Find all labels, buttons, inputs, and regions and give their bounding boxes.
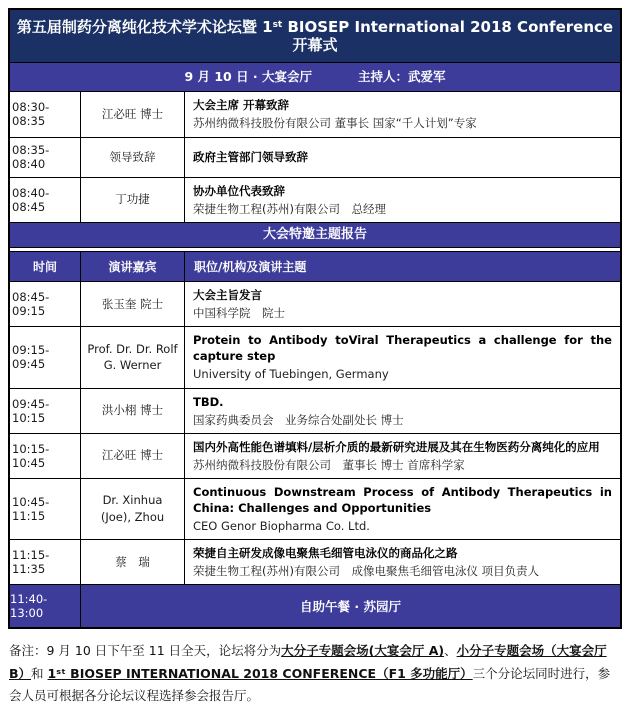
speaker-cell: 江必旺 博士 bbox=[81, 92, 185, 136]
talk-title: 政府主管部门领导致辞 bbox=[193, 150, 308, 165]
speaker-cell: 张玉奎 院士 bbox=[81, 282, 185, 326]
talk-title: 荣捷自主研发成像电聚焦毛细管电泳仪的商品化之路 bbox=[193, 546, 458, 561]
topic-cell bbox=[185, 178, 620, 222]
speaker-cell: 丁功捷 bbox=[81, 178, 185, 222]
talk-title: Continuous Downstream Process of Antibody Therapeutics in China: Challenges and Opportunities bbox=[193, 484, 612, 515]
time-cell: 10:15-10:45 bbox=[10, 434, 81, 478]
footnote-text-segment: 三个分论坛同时进行，参会人员可根据各分论坛议程选择参会报告厅。 bbox=[9, 665, 611, 704]
footnote-emphasis-segment: 小分子专题会场（大宴会厅 B） bbox=[9, 643, 607, 681]
opening-session-rows bbox=[10, 91, 620, 221]
table-row bbox=[10, 388, 620, 433]
speaker-cell: 领导致辞 bbox=[81, 138, 185, 177]
topic-cell bbox=[185, 540, 620, 584]
talk-affiliation: 国家药典委员会 业务综合处副处长 博士 bbox=[193, 412, 404, 427]
column-header-time: 时间 bbox=[10, 252, 81, 281]
talk-title: Protein to Antibody toViral Therapeutics a challenge for the capture step bbox=[193, 333, 612, 364]
keynote-session-rows bbox=[10, 281, 620, 584]
talk-title: 大会主旨发言 bbox=[193, 288, 262, 303]
talk-title: TBD. bbox=[193, 394, 224, 409]
column-header-speaker: 演讲嘉宾 bbox=[81, 252, 185, 281]
speaker-cell: Dr. Xinhua (Joe), Zhou bbox=[81, 479, 185, 539]
talk-affiliation: 中国科学院 院士 bbox=[193, 306, 285, 321]
speaker-cell: Prof. Dr. Dr. Rolf G. Werner bbox=[81, 327, 185, 387]
keynote-section-band: 大会特邀主题报告 bbox=[10, 222, 620, 247]
footnote-emphasis-segment: 大分子专题会场(大宴会厅 A) bbox=[281, 643, 445, 659]
table-row bbox=[10, 326, 620, 387]
footnote-text-segment: 备注：9 月 10 日下午至 11 日全天，论坛将分为 bbox=[9, 643, 282, 659]
table-row bbox=[10, 137, 620, 177]
date-venue-band bbox=[10, 62, 620, 91]
speaker-cell: 蔡 瑞 bbox=[81, 540, 185, 584]
time-cell: 08:30-08:35 bbox=[10, 92, 81, 136]
conference-title-band bbox=[10, 10, 620, 62]
topic-cell bbox=[185, 327, 620, 387]
table-row bbox=[10, 177, 620, 222]
time-cell: 10:45-11:15 bbox=[10, 479, 81, 539]
speaker-cell: 江必旺 博士 bbox=[81, 434, 185, 478]
talk-affiliation: 荣捷生物工程(苏州)有限公司 总经理 bbox=[193, 201, 386, 216]
topic-cell bbox=[185, 434, 620, 478]
lunch-label-cell: 自助午餐 · 苏园厅 bbox=[300, 599, 401, 615]
talk-title: 大会主席 开幕致辞 bbox=[193, 98, 290, 113]
topic-cell bbox=[185, 138, 620, 177]
conference-title-post: BIOSEP International 2018 Conference 开幕式 bbox=[282, 18, 614, 54]
time-cell: 09:15-09:45 bbox=[10, 327, 81, 387]
topic-cell bbox=[185, 282, 620, 326]
talk-title: 协办单位代表致辞 bbox=[193, 183, 285, 198]
time-cell: 08:40-08:45 bbox=[10, 178, 81, 222]
table-row bbox=[10, 539, 620, 584]
speaker-cell: 洪小栩 博士 bbox=[81, 389, 185, 433]
schedule-table bbox=[8, 8, 622, 629]
time-cell: 08:35-08:40 bbox=[10, 138, 81, 177]
time-cell: 09:45-10:15 bbox=[10, 389, 81, 433]
column-header-row bbox=[10, 251, 620, 281]
talk-affiliation: CEO Genor Biopharma Co. Ltd. bbox=[193, 519, 370, 534]
talk-affiliation: 苏州纳微科技股份有限公司 董事长 国家“千人计划”专家 bbox=[193, 116, 477, 131]
lunch-row bbox=[10, 584, 620, 627]
footnote-text-segment: 、 bbox=[444, 643, 457, 659]
footnote-text-segment: 和 bbox=[31, 665, 48, 681]
table-row bbox=[10, 478, 620, 539]
date-venue-label: 9 月 10 日 · 大宴会厅 bbox=[184, 69, 313, 84]
topic-cell bbox=[185, 479, 620, 539]
footnote-emphasis-segment: 1ˢᵗ BIOSEP INTERNATIONAL 2018 CONFERENCE（F1 多功能厅） bbox=[47, 665, 473, 681]
host-label: 主持人：武爱军 bbox=[358, 69, 446, 84]
time-cell: 11:15-11:35 bbox=[10, 540, 81, 584]
conference-title-superscript: st bbox=[272, 20, 283, 30]
table-row bbox=[10, 433, 620, 478]
conference-title-pre: 第五届制药分离纯化技术学术论坛暨 1 bbox=[16, 18, 273, 36]
time-cell: 08:45-09:15 bbox=[10, 282, 81, 326]
table-row bbox=[10, 91, 620, 136]
lunch-time-cell: 11:40-13:00 bbox=[10, 585, 81, 627]
table-row bbox=[10, 281, 620, 326]
footnote bbox=[9, 640, 621, 708]
talk-affiliation: University of Tuebingen, Germany bbox=[193, 367, 389, 382]
column-header-topic: 职位/机构及演讲主题 bbox=[194, 260, 307, 275]
talk-affiliation: 苏州纳微科技股份有限公司 董事长 博士 首席科学家 bbox=[193, 457, 465, 472]
topic-cell bbox=[185, 389, 620, 433]
talk-title: 国内外高性能色谱填料/层析介质的最新研究进展及其在生物医药分离纯化的应用 bbox=[193, 439, 600, 454]
topic-cell bbox=[185, 92, 620, 136]
talk-affiliation: 荣捷生物工程(苏州)有限公司 成像电聚焦毛细管电泳仪 项目负责人 bbox=[193, 564, 540, 579]
